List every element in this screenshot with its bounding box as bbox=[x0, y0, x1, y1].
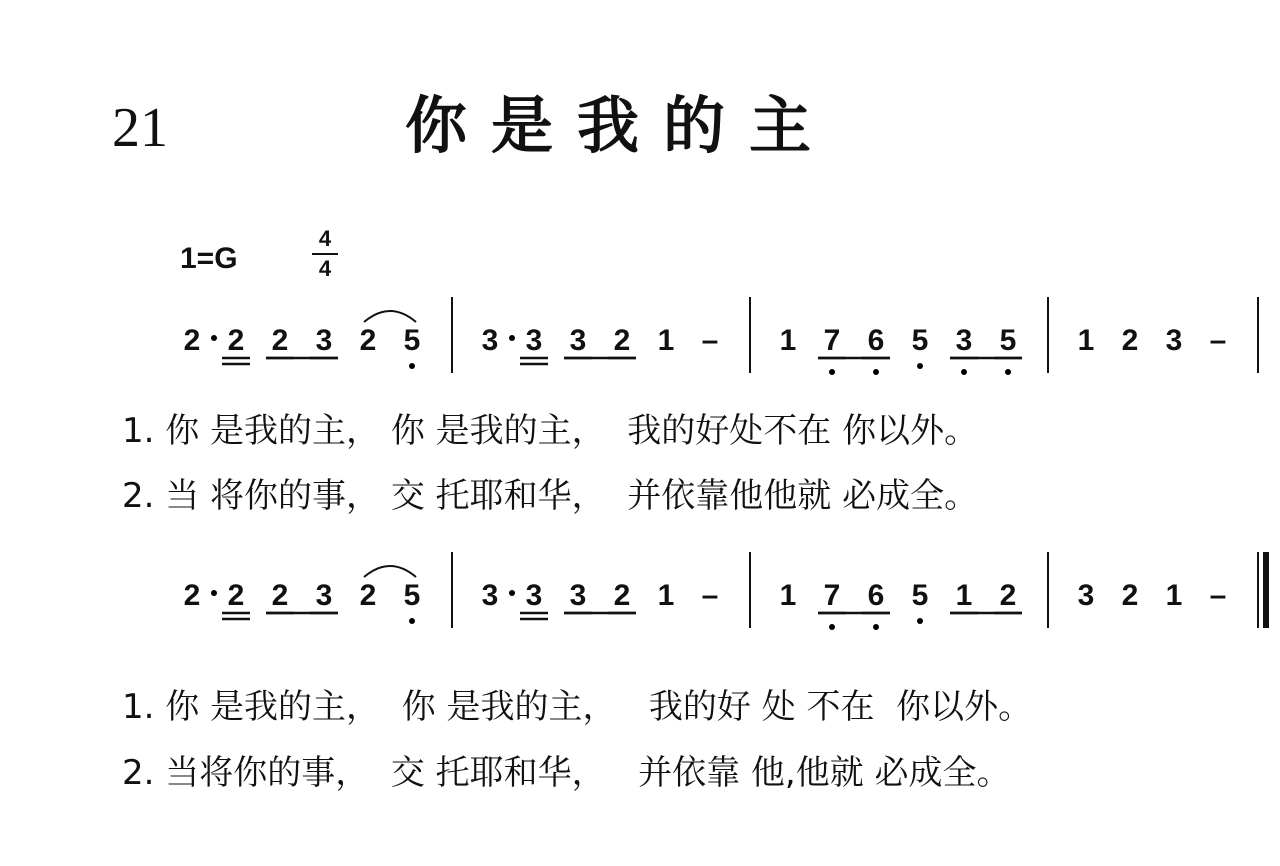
augmentation-dot bbox=[509, 335, 515, 341]
note: 3 bbox=[569, 579, 587, 612]
note: 2 bbox=[227, 579, 245, 612]
slur bbox=[364, 311, 416, 322]
note: 3 bbox=[315, 579, 333, 612]
time-signature-bottom: 4 bbox=[318, 256, 332, 281]
note: 1 bbox=[779, 579, 797, 612]
augmentation-dot bbox=[211, 335, 217, 341]
note: 2 bbox=[271, 324, 289, 357]
note: 3 bbox=[525, 579, 543, 612]
note: 7 bbox=[823, 324, 841, 357]
lyric-line-1-verse-2: 2. 当 将你的事， 交 托耶和华， 并依靠他他就 必成全。 bbox=[122, 476, 979, 516]
lyric-line-2-verse-1: 1. 你 是我的主， 你 是我的主， 我的好 处 不在 你以外。 bbox=[122, 687, 1033, 727]
song-title: 你是我的主 bbox=[405, 89, 836, 162]
time-signature-top: 4 bbox=[318, 226, 332, 251]
lyric-line-2-verse-2: 2. 当将你的事， 交 托耶和华， 并依靠 他,他就 必成全。 bbox=[122, 753, 1011, 793]
note: 3 bbox=[315, 324, 333, 357]
notation-staff-1 bbox=[0, 295, 1280, 385]
note: 2 bbox=[271, 579, 289, 612]
lyric-line-1-verse-1: 1. 你 是我的主， 你 是我的主， 我的好处不在 你以外。 bbox=[122, 411, 979, 451]
note: 2 bbox=[613, 324, 631, 357]
octave-dot bbox=[917, 363, 923, 369]
note: 5 bbox=[999, 324, 1017, 357]
note: 1 bbox=[955, 579, 973, 612]
note: 6 bbox=[867, 324, 885, 357]
note: 2 bbox=[183, 579, 201, 612]
octave-dot bbox=[409, 618, 415, 624]
note: 2 bbox=[183, 324, 201, 357]
note: 3 bbox=[1165, 324, 1183, 357]
notation-staff-2 bbox=[0, 550, 1280, 640]
octave-dot bbox=[409, 363, 415, 369]
octave-dot bbox=[1005, 369, 1011, 375]
note: 3 bbox=[525, 324, 543, 357]
dash-sustain: – bbox=[1209, 579, 1227, 612]
octave-dot bbox=[829, 624, 835, 630]
octave-dot bbox=[873, 624, 879, 630]
time-signature-line bbox=[312, 253, 338, 255]
note: 3 bbox=[955, 324, 973, 357]
note: 2 bbox=[227, 324, 245, 357]
slur bbox=[364, 566, 416, 577]
note: 2 bbox=[1121, 579, 1139, 612]
dash-sustain: – bbox=[701, 579, 719, 612]
augmentation-dot bbox=[211, 590, 217, 596]
time-signature bbox=[312, 228, 338, 280]
note: 3 bbox=[481, 324, 499, 357]
note: 1 bbox=[1165, 579, 1183, 612]
note: 2 bbox=[359, 579, 377, 612]
octave-dot bbox=[961, 369, 967, 375]
note: 5 bbox=[403, 324, 421, 357]
note: 3 bbox=[1077, 579, 1095, 612]
song-number: 21 bbox=[112, 97, 168, 159]
note: 1 bbox=[1077, 324, 1095, 357]
note: 2 bbox=[359, 324, 377, 357]
note: 1 bbox=[657, 324, 675, 357]
dash-sustain: – bbox=[1209, 324, 1227, 357]
note: 5 bbox=[403, 579, 421, 612]
note: 2 bbox=[613, 579, 631, 612]
note: 1 bbox=[779, 324, 797, 357]
note: 3 bbox=[569, 324, 587, 357]
note: 5 bbox=[911, 579, 929, 612]
note: 7 bbox=[823, 579, 841, 612]
dash-sustain: – bbox=[701, 324, 719, 357]
octave-dot bbox=[917, 618, 923, 624]
augmentation-dot bbox=[509, 590, 515, 596]
octave-dot bbox=[873, 369, 879, 375]
note: 6 bbox=[867, 579, 885, 612]
note: 2 bbox=[999, 579, 1017, 612]
octave-dot bbox=[829, 369, 835, 375]
note: 3 bbox=[481, 579, 499, 612]
note: 5 bbox=[911, 324, 929, 357]
key-signature: 1=G bbox=[180, 242, 238, 275]
note: 1 bbox=[657, 579, 675, 612]
note: 2 bbox=[1121, 324, 1139, 357]
